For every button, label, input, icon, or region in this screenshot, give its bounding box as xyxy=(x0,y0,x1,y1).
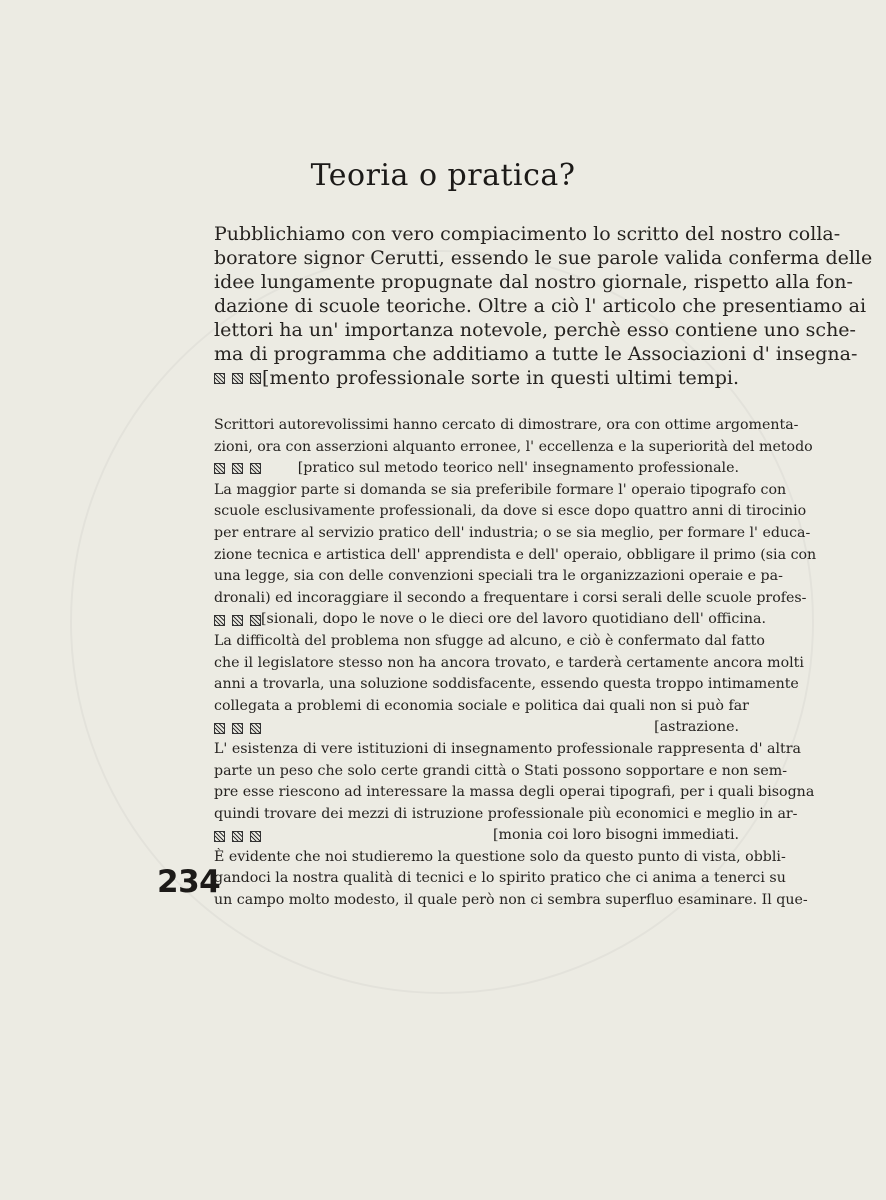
intro-line: boratore signor Cerutti, essendo le sue parole valida conferma delle xyxy=(214,247,873,269)
body-line: anni a trovarla, una soluzione soddisfacente, essendo questa troppo intimamente xyxy=(214,676,799,693)
article-title: Teoria o pratica? xyxy=(310,158,576,193)
body-line: un campo molto modesto, il quale però non ci sembra superfluo esaminare. Il que- xyxy=(214,892,808,909)
body-line: per entrare al servizio pratico dell' industria; o se sia meglio, per formare l' educa- xyxy=(214,524,811,541)
body-line: gandoci la nostra qualità di tecnici e lo spirito pratico che ci anima a tenerci su xyxy=(214,870,786,887)
body-line: zioni, ora con asserzioni alquanto erronee, l' eccellenza e la superiorità del metodo xyxy=(214,438,813,455)
body-line: collegata a problemi di economia sociale e politica dai quali non si può far xyxy=(214,697,749,714)
body-line-end: [astrazione. xyxy=(654,719,739,736)
body-line-end: [monia coi loro bisogni immediati. xyxy=(493,827,739,844)
body-text xyxy=(214,415,817,912)
body-line: pre esse riescono ad interessare la massa degli operai tipografi, per i quali bisogna xyxy=(214,784,815,801)
body-line: È evidente che noi studieremo la questione solo da questo punto di vista, obbli- xyxy=(214,848,786,865)
intro-line: Pubblichiamo con vero compiacimento lo scritto del nostro colla- xyxy=(214,223,841,245)
body-line xyxy=(214,458,739,480)
body-line xyxy=(214,717,739,739)
body-line: La difficoltà del problema non sfugge ad alcuno, e ciò è confermato dal fatto xyxy=(214,632,765,649)
body-line xyxy=(214,825,739,847)
ornament-icon xyxy=(214,723,261,734)
intro-line-end: [mento professionale sorte in questi ultimi tempi. xyxy=(262,367,739,389)
intro-line: ma di programma che additiamo a tutte le Associazioni d' insegna- xyxy=(214,343,858,365)
body-line: parte un peso che solo certe grandi città o Stati possono sopportare e non sem- xyxy=(214,762,788,779)
page-number: 234 xyxy=(157,864,221,900)
intro-line: dazione di scuole teoriche. Oltre a ciò l' articolo che presentiamo ai xyxy=(214,295,867,317)
body-line xyxy=(214,609,767,631)
body-line-end: [sionali, dopo le nove o le dieci ore del lavoro quotidiano dell' officina. xyxy=(261,611,767,628)
ornament-icon xyxy=(214,463,261,474)
ornament-icon xyxy=(214,831,261,842)
intro-line: lettori ha un' importanza notevole, perchè esso contiene uno sche- xyxy=(214,319,856,341)
body-line: dronali) ed incoraggiare il secondo a frequentare i corsi serali delle scuole profes- xyxy=(214,589,807,606)
body-line: La maggior parte si domanda se sia preferibile formare l' operaio tipografo con xyxy=(214,481,787,498)
ornament-icon xyxy=(214,615,261,626)
ornament-icon xyxy=(214,373,261,384)
body-line: Scrittori autorevolissimi hanno cercato di dimostrare, ora con ottime argomenta- xyxy=(214,417,799,433)
body-line: zione tecnica e artistica dell' apprendista e dell' operaio, obbligare il primo (sia con xyxy=(214,546,817,563)
intro-line: idee lungamente propugnate dal nostro giornale, rispetto alla fon- xyxy=(214,271,853,293)
body-line: quindi trovare dei mezzi di istruzione professionale più economici e meglio in ar- xyxy=(214,805,798,822)
intro-paragraph xyxy=(214,222,873,390)
body-line-end: [pratico sul metodo teorico nell' insegnamento professionale. xyxy=(297,460,739,477)
body-line: una legge, sia con delle convenzioni speciali tra le organizzazioni operaie e pa- xyxy=(214,568,783,585)
body-line: che il legislatore stesso non ha ancora trovato, e tarderà certamente ancora molti xyxy=(214,654,804,671)
intro-last-line xyxy=(214,366,739,390)
body-line: scuole esclusivamente professionali, da dove si esce dopo quattro anni di tirocinio xyxy=(214,503,807,520)
body-line: L' esistenza di vere istituzioni di insegnamento professionale rappresenta d' altra xyxy=(214,740,801,757)
